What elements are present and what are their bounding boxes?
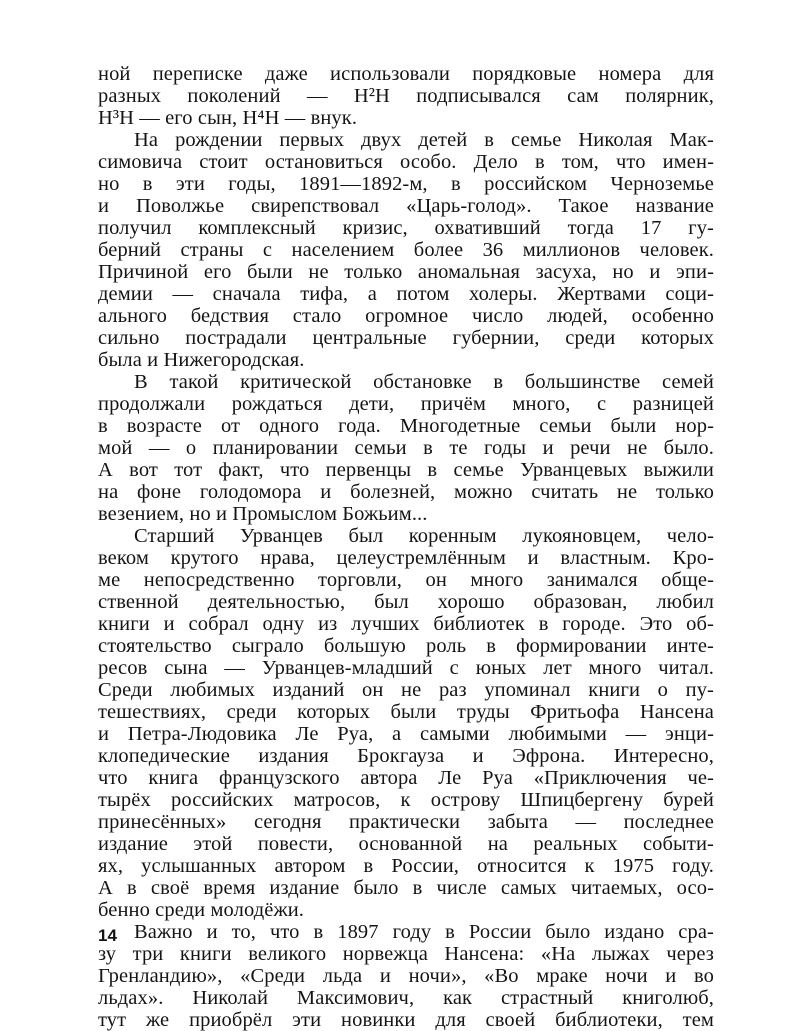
text-line: демии — сначала тифа, а потом холеры. Жертвами соци- — [98, 283, 714, 305]
page-number: 14 — [98, 926, 117, 945]
text-line: книги и собрал одну из лучших библиотек в городе. Это об- — [98, 613, 714, 635]
text-line: тырёх российских матросов, к острову Шпицбергену бурей — [98, 789, 714, 811]
page-body-text — [98, 63, 714, 1031]
text-line: На рождении первых двух детей в семье Николая Мак- — [134, 129, 714, 151]
text-line: Н³Н — его сын, Н⁴Н — внук. — [98, 107, 358, 129]
text-line: в возрасте от одного года. Многодетные семьи были нор- — [98, 415, 714, 437]
text-line: принесённых» сегодня практически забыта — последнее — [98, 811, 714, 833]
text-line: разных поколений — Н²Н подписывался сам полярник, — [98, 85, 714, 107]
text-line: веком крутого нрава, целеустремлённым и властным. Кро- — [98, 547, 714, 569]
text-line: Гренландию», «Среди льда и ночи», «Во мраке ночи и во — [98, 965, 714, 987]
text-line: клопедические издания Брокгауза и Эфрона. Интересно, — [98, 745, 714, 767]
text-line: А в своё время издание было в числе самых читаемых, осо- — [98, 877, 714, 899]
text-line: но в эти годы, 1891—1892-м, в российском Черноземье — [98, 173, 714, 195]
text-line: была и Нижегородская. — [98, 349, 305, 371]
text-line: тут же приобрёл эти новинки для своей библиотеки, тем — [98, 1009, 714, 1031]
text-line: В такой критической обстановке в большинстве семей — [134, 371, 714, 393]
text-line: тешествиях, среди которых были труды Фритьофа Нансена — [98, 701, 714, 723]
text-line: Важно и то, что в 1897 году в России было издано сра- — [134, 921, 714, 943]
text-line: ной переписке даже использовали порядковые номера для — [98, 63, 714, 85]
text-line: сильно пострадали центральные губернии, среди которых — [98, 327, 714, 349]
text-line: Старший Урванцев был коренным лукояновцем, чело- — [134, 525, 714, 547]
text-line: ме непосредственно торговли, он много занимался обще- — [98, 569, 714, 591]
text-line: издание этой повести, основанной на реальных событи- — [98, 833, 714, 855]
text-line: везением, но и Промыслом Божьим... — [98, 503, 428, 525]
text-line: что книга французского автора Ле Руа «Приключения че- — [98, 767, 714, 789]
text-line: льдах». Николай Максимович, как страстный книголюб, — [98, 987, 714, 1009]
text-line: стоятельство сыграло большую роль в формировании инте- — [98, 635, 714, 657]
text-line: ального бедствия стало огромное число людей, особенно — [98, 305, 714, 327]
text-line: на фоне голодомора и болезней, можно считать не только — [98, 481, 714, 503]
text-line: ственной деятельностью, был хорошо образован, любил — [98, 591, 714, 613]
text-line: ях, услышанных автором в России, относится к 1975 году. — [98, 855, 714, 877]
text-line: мой — о планировании семьи в те годы и речи не было. — [98, 437, 714, 459]
text-line: Причиной его были не только аномальная засуха, но и эпи- — [98, 261, 714, 283]
text-line: и Петра-Людовика Ле Руа, а самыми любимыми — энци- — [98, 723, 714, 745]
text-line: ресов сына — Урванцев-младший с юных лет много читал. — [98, 657, 714, 679]
text-line: получил комплексный кризис, охвативший тогда 17 гу- — [98, 217, 714, 239]
text-line: симовича стоит остановиться особо. Дело в том, что имен- — [98, 151, 714, 173]
text-line: бенно среди молодёжи. — [98, 899, 305, 921]
text-line: берний страны с населением более 36 миллионов человек. — [98, 239, 714, 261]
text-line: и Поволжье свирепствовал «Царь-голод». Такое название — [98, 195, 714, 217]
text-line: зу три книги великого норвежца Нансена: «На лыжах через — [98, 943, 714, 965]
text-line: А вот тот факт, что первенцы в семье Урванцевых выжили — [98, 459, 714, 481]
text-line: Среди любимых изданий он не раз упоминал книги о пу- — [98, 679, 714, 701]
text-line: продолжали рождаться дети, причём много, с разницей — [98, 393, 714, 415]
